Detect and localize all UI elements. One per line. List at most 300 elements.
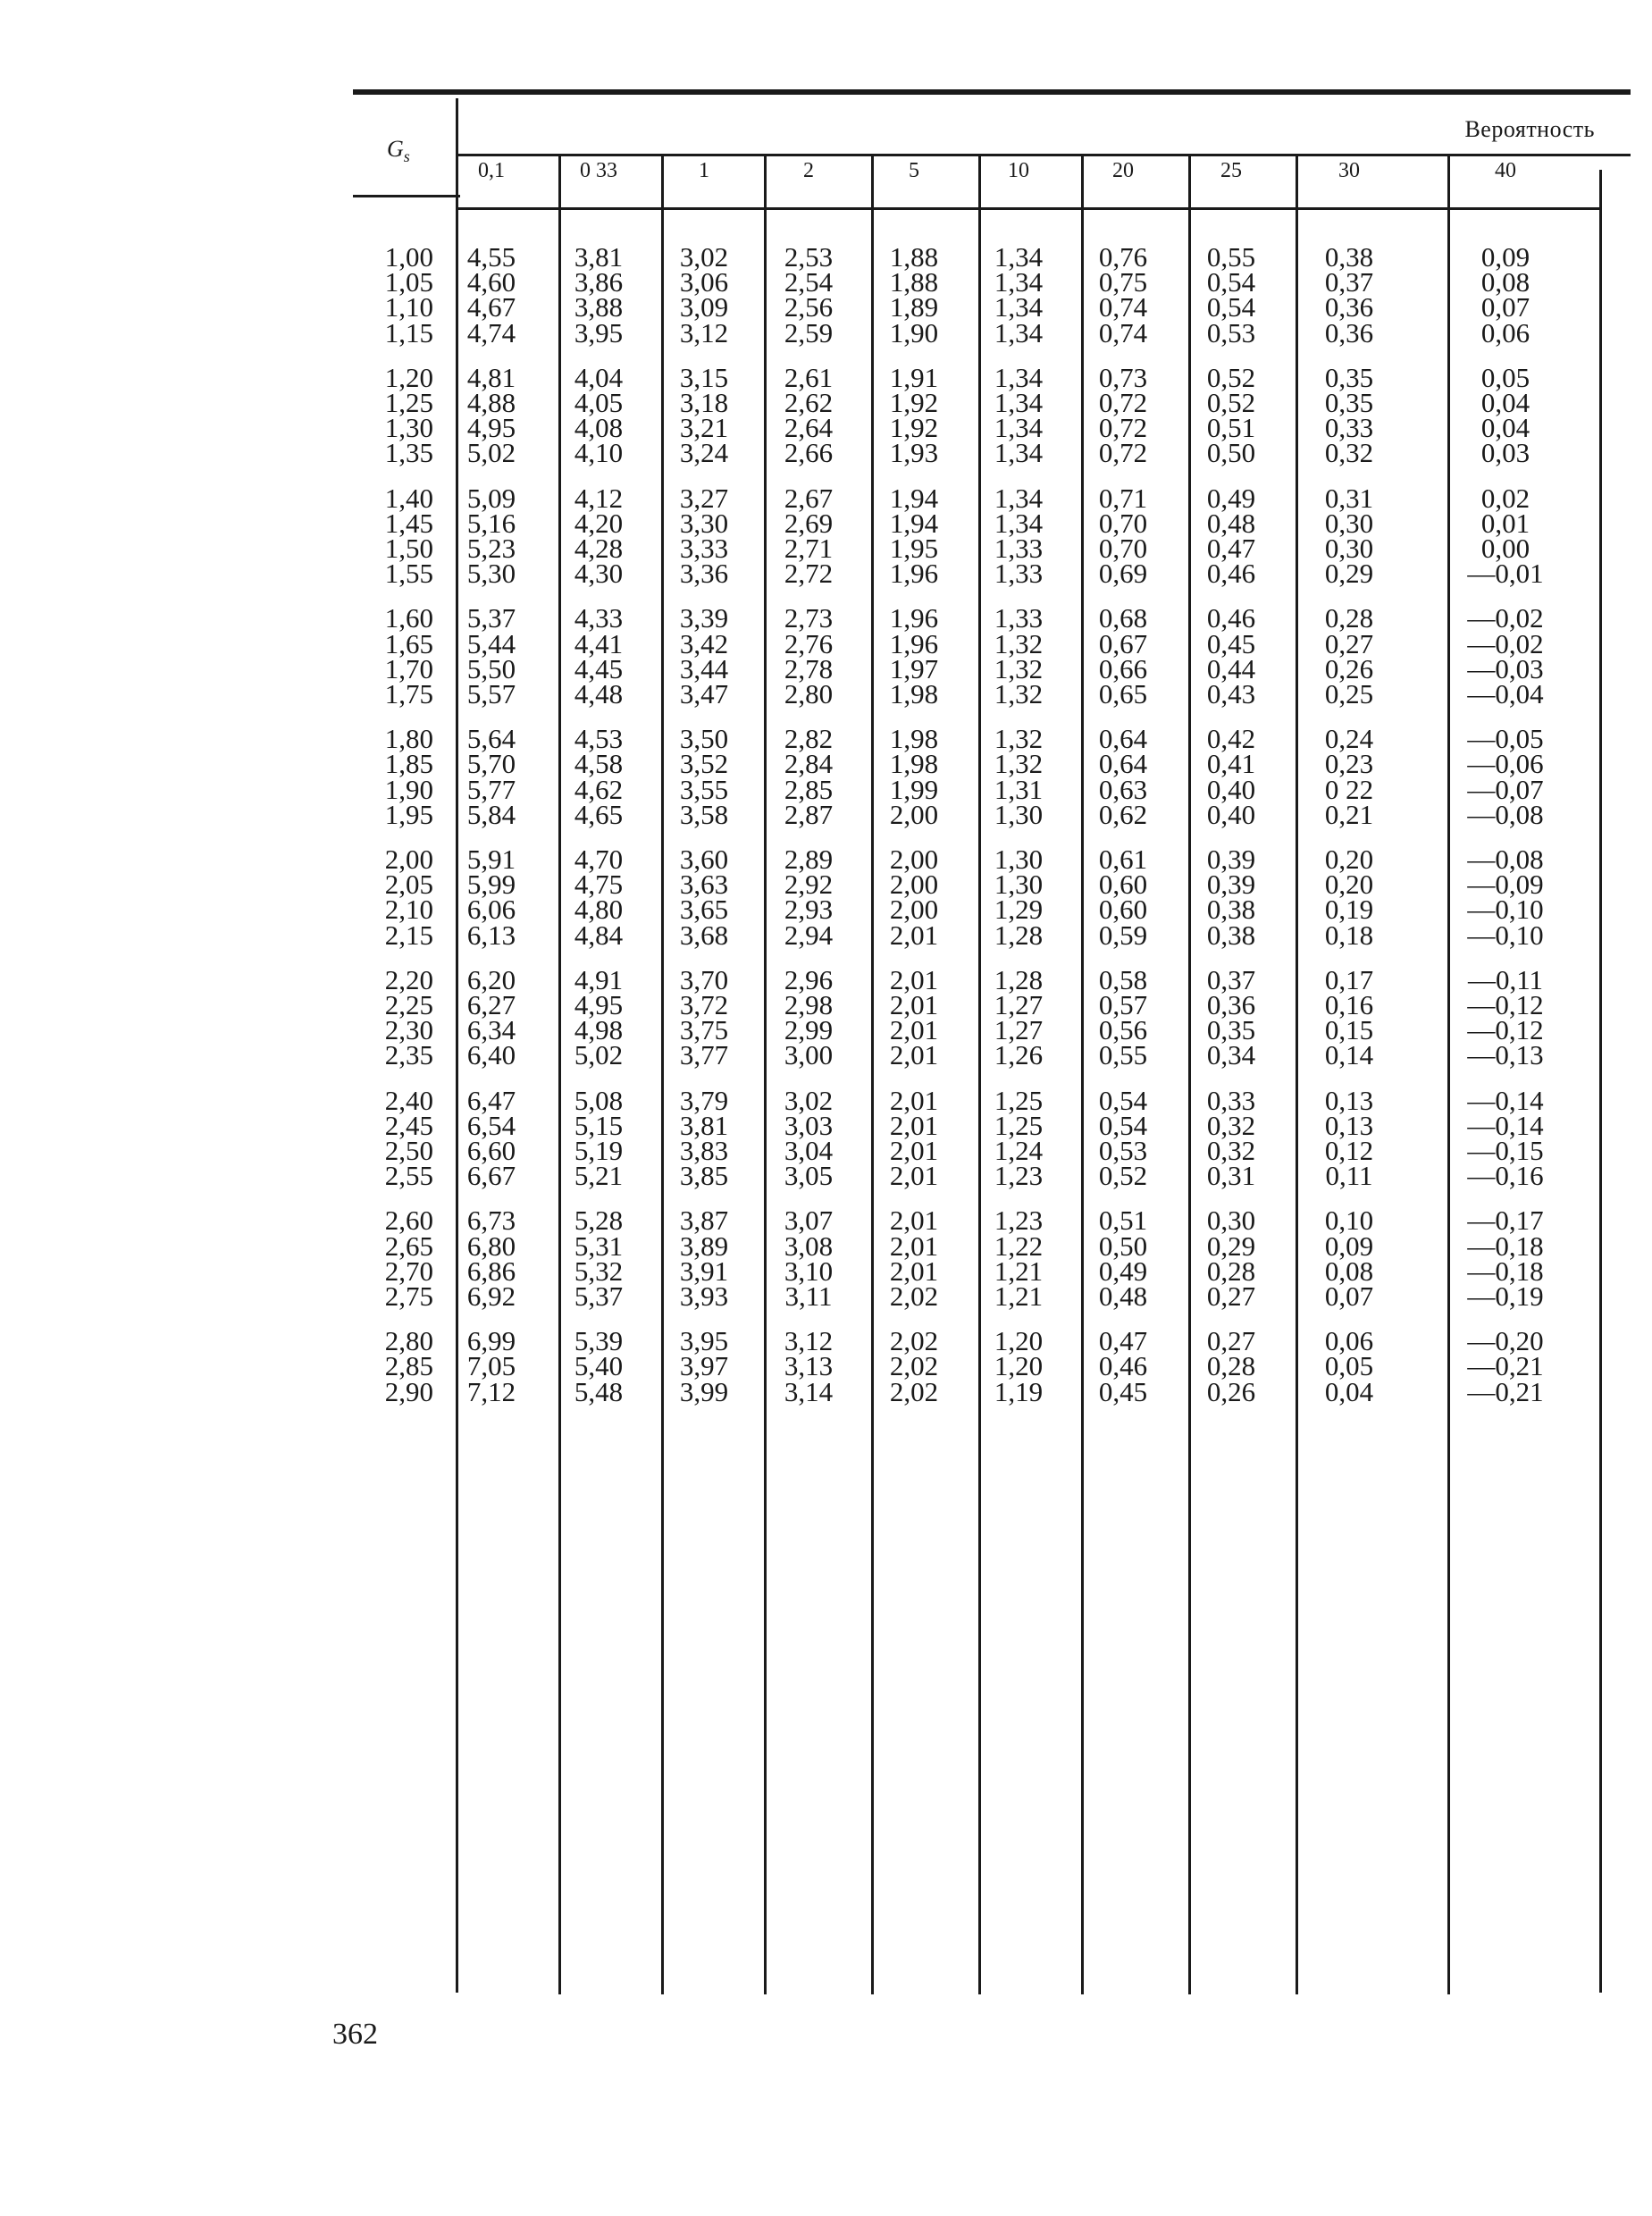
table-cell: 3,81: [574, 241, 624, 273]
table-cell: —0,05: [1467, 723, 1544, 755]
table-cell: 0,32: [1206, 1109, 1256, 1141]
table-cell: 3,27: [679, 482, 729, 514]
table-cell: 2,72: [784, 558, 834, 590]
table-cell: 4,55: [466, 241, 516, 273]
table-cell: 0,36: [1206, 989, 1256, 1020]
table-cell: 2,62: [784, 387, 834, 418]
table-cell: 1,34: [994, 482, 1044, 514]
table-cell: 0,03: [1480, 437, 1530, 469]
table-cell: 6,20: [466, 963, 516, 995]
table-cell: 1,88: [889, 266, 939, 298]
table-cell: 3,85: [679, 1160, 729, 1192]
table-cell: 5,19: [574, 1135, 624, 1166]
table-cell: 2,02: [889, 1325, 939, 1357]
gs-value: 2,70: [384, 1255, 433, 1287]
table-cell: 5,32: [574, 1255, 624, 1287]
table-cell: 0,75: [1098, 266, 1148, 298]
table-cell: 6,40: [466, 1039, 516, 1071]
table-cell: 1,34: [994, 316, 1044, 348]
table-cell: 0,26: [1206, 1375, 1256, 1407]
table-cell: 4,80: [574, 894, 624, 926]
gs-value: 1,40: [384, 482, 433, 514]
column-header: 5: [909, 159, 919, 182]
table-cell: 3,89: [679, 1230, 729, 1262]
table-cell: 2,61: [784, 361, 834, 393]
table-cell: 0,70: [1098, 533, 1148, 564]
table-cell: 1,98: [889, 723, 939, 755]
table-cell: 4,48: [574, 678, 624, 709]
column-header: 40: [1495, 159, 1516, 182]
table-cell: 2,59: [784, 316, 834, 348]
table-cell: 1,21: [994, 1280, 1044, 1312]
table-cell: 2,01: [889, 963, 939, 995]
gs-value: 2,60: [384, 1205, 433, 1237]
column-header: 0,1: [478, 159, 505, 182]
table-cell: 0,51: [1098, 1205, 1148, 1237]
table-cell: 4,12: [574, 482, 624, 514]
table-cell: 2,84: [784, 748, 834, 780]
table-cell: 1,25: [994, 1084, 1044, 1116]
table-cell: 0,45: [1206, 627, 1256, 659]
table-cell: 0,58: [1098, 963, 1148, 995]
table-cell: 2,93: [784, 894, 834, 926]
table-cell: 1,96: [889, 627, 939, 659]
table-cell: 3,86: [574, 266, 624, 298]
table-cell: 3,83: [679, 1135, 729, 1166]
table-cell: 3,93: [679, 1280, 729, 1312]
table-cell: 0,39: [1206, 844, 1256, 875]
table-cell: 0,72: [1098, 387, 1148, 418]
table-cell: 0,53: [1206, 316, 1256, 348]
table-cell: 2,00: [889, 844, 939, 875]
table-cell: 3,30: [679, 507, 729, 539]
table-cell: —0,07: [1467, 773, 1544, 805]
table-cell: 5,57: [466, 678, 516, 709]
table-cell: 3,07: [784, 1205, 834, 1237]
table-cell: 3,79: [679, 1084, 729, 1116]
table-cell: 6,47: [466, 1084, 516, 1116]
table-cell: 0,27: [1324, 627, 1374, 659]
table-cell: 0,13: [1324, 1084, 1374, 1116]
table-cell: 0,45: [1098, 1375, 1148, 1407]
table-cell: 0,65: [1098, 678, 1148, 709]
table-cell: 2,00: [889, 798, 939, 830]
table-cell: 3,21: [679, 412, 729, 444]
table-cell: 5,30: [466, 558, 516, 590]
table-cell: 0,30: [1324, 507, 1374, 539]
table-cell: 0,20: [1324, 869, 1374, 901]
table-cell: 6,80: [466, 1230, 516, 1262]
table-cell: 2,73: [784, 602, 834, 634]
table-cell: 4,95: [466, 412, 516, 444]
table-cell: 2,01: [889, 1160, 939, 1192]
table-cell: 0,44: [1206, 652, 1256, 684]
table-cell: 3,00: [784, 1039, 834, 1071]
table-cell: 1,33: [994, 558, 1044, 590]
table-cell: 2,01: [889, 1205, 939, 1237]
gs-value: 1,35: [384, 437, 433, 469]
table-cell: —0,20: [1467, 1325, 1544, 1357]
table-cell: 1,20: [994, 1325, 1044, 1357]
table-cell: 3,24: [679, 437, 729, 469]
gs-value: 1,05: [384, 266, 433, 298]
table-cell: —0,21: [1467, 1375, 1544, 1407]
table-cell: 1,97: [889, 652, 939, 684]
table-cell: 3,03: [784, 1109, 834, 1141]
table-cell: 2,01: [889, 1014, 939, 1046]
probability-table: [353, 89, 1631, 2010]
table-cell: 0,54: [1098, 1109, 1148, 1141]
probability-header-rule: [456, 154, 1631, 156]
gs-value: 1,10: [384, 291, 433, 323]
table-cell: 0,69: [1098, 558, 1148, 590]
table-cell: 0,73: [1098, 361, 1148, 393]
table-cell: 6,13: [466, 919, 516, 951]
table-cell: 0,64: [1098, 748, 1148, 780]
table-cell: 3,04: [784, 1135, 834, 1166]
table-cell: 3,75: [679, 1014, 729, 1046]
table-cell: 6,73: [466, 1205, 516, 1237]
gs-value: 2,45: [384, 1109, 433, 1141]
table-cell: 1,91: [889, 361, 939, 393]
table-cell: 4,60: [466, 266, 516, 298]
table-cell: 0,24: [1324, 723, 1374, 755]
table-cell: 0,04: [1480, 387, 1530, 418]
table-cell: —0,08: [1467, 844, 1544, 875]
table-cell: 2,01: [889, 1255, 939, 1287]
table-cell: 0,62: [1098, 798, 1148, 830]
gs-value: 1,00: [384, 241, 433, 273]
table-cell: 0,09: [1480, 241, 1530, 273]
table-cell: 3,60: [679, 844, 729, 875]
table-cell: 0,53: [1098, 1135, 1148, 1166]
table-cell: 0,00: [1480, 533, 1530, 564]
table-cell: 0,33: [1324, 412, 1374, 444]
table-cell: 0,32: [1324, 437, 1374, 469]
table-cell: 0,64: [1098, 723, 1148, 755]
table-cell: 0,26: [1324, 652, 1374, 684]
column-header: 0 33: [580, 159, 617, 182]
table-cell: 1,32: [994, 627, 1044, 659]
table-cell: 4,81: [466, 361, 516, 393]
table-cell: 1,98: [889, 748, 939, 780]
table-cell: 0,33: [1206, 1084, 1256, 1116]
table-cell: 5,91: [466, 844, 516, 875]
table-cell: 0,38: [1324, 241, 1374, 273]
table-cell: 0,63: [1098, 773, 1148, 805]
table-cell: 2,02: [889, 1375, 939, 1407]
gs-value: 1,45: [384, 507, 433, 539]
table-cell: 2,89: [784, 844, 834, 875]
table-cell: 3,08: [784, 1230, 834, 1262]
table-cell: 0,05: [1324, 1350, 1374, 1382]
table-cell: 0,71: [1098, 482, 1148, 514]
table-cell: —0,12: [1467, 989, 1544, 1020]
gs-value: 1,25: [384, 387, 433, 418]
table-cell: 0,27: [1206, 1280, 1256, 1312]
table-cell: 6,92: [466, 1280, 516, 1312]
table-cell: 1,89: [889, 291, 939, 323]
table-cell: 3,58: [679, 798, 729, 830]
table-cell: 5,09: [466, 482, 516, 514]
table-cell: 0,48: [1098, 1280, 1148, 1312]
table-cell: 5,37: [574, 1280, 624, 1312]
table-cell: 0,31: [1324, 482, 1374, 514]
table-cell: 0,56: [1098, 1014, 1148, 1046]
table-cell: 2,00: [889, 894, 939, 926]
table-cell: 5,15: [574, 1109, 624, 1141]
table-cell: 2,85: [784, 773, 834, 805]
table-cell: 0,25: [1324, 678, 1374, 709]
table-cell: 0,57: [1098, 989, 1148, 1020]
table-cell: 3,44: [679, 652, 729, 684]
table-cell: 5,70: [466, 748, 516, 780]
gs-value: 1,70: [384, 652, 433, 684]
column-header: 10: [1008, 159, 1029, 182]
table-cell: 0,21: [1324, 798, 1374, 830]
table-cell: 0,16: [1324, 989, 1374, 1020]
table-cell: 0,46: [1098, 1350, 1148, 1382]
table-cell: 1,19: [994, 1375, 1044, 1407]
gs-value: 1,75: [384, 678, 433, 709]
table-cell: 5,08: [574, 1084, 624, 1116]
table-cell: 6,27: [466, 989, 516, 1020]
gs-value: 1,65: [384, 627, 433, 659]
table-cell: 2,80: [784, 678, 834, 709]
table-cell: 5,16: [466, 507, 516, 539]
table-cell: 0,43: [1206, 678, 1256, 709]
table-cell: 1,27: [994, 989, 1044, 1020]
table-cell: 1,23: [994, 1205, 1044, 1237]
table-cell: —0,16: [1467, 1160, 1544, 1192]
table-cell: 6,86: [466, 1255, 516, 1287]
gs-value: 1,15: [384, 316, 433, 348]
table-cell: 2,00: [889, 869, 939, 901]
table-cell: 2,92: [784, 869, 834, 901]
table-cell: 4,70: [574, 844, 624, 875]
table-cell: 5,48: [574, 1375, 624, 1407]
table-cell: 4,33: [574, 602, 624, 634]
table-cell: 4,95: [574, 989, 624, 1020]
table-cell: 1,34: [994, 361, 1044, 393]
table-cell: 3,55: [679, 773, 729, 805]
gs-value: 2,05: [384, 869, 433, 901]
table-cell: 3,10: [784, 1255, 834, 1287]
table-cell: 4,53: [574, 723, 624, 755]
table-cell: 1,96: [889, 558, 939, 590]
table-cell: 5,64: [466, 723, 516, 755]
table-cell: 0,06: [1324, 1325, 1374, 1357]
table-cell: 2,54: [784, 266, 834, 298]
table-cell: 0,72: [1098, 437, 1148, 469]
table-cell: 2,82: [784, 723, 834, 755]
table-cell: 0,32: [1206, 1135, 1256, 1166]
table-cell: 5,28: [574, 1205, 624, 1237]
table-cell: 1,32: [994, 723, 1044, 755]
table-cell: 0,70: [1098, 507, 1148, 539]
table-cell: 1,99: [889, 773, 939, 805]
table-cell: 0,09: [1324, 1230, 1374, 1262]
gs-value: 2,80: [384, 1325, 433, 1357]
table-cell: 5,40: [574, 1350, 624, 1382]
table-cell: 2,01: [889, 1039, 939, 1071]
table-cell: 0,23: [1324, 748, 1374, 780]
column-divider: [1599, 170, 1602, 1993]
table-cell: —0,09: [1467, 869, 1544, 901]
table-cell: 0,72: [1098, 412, 1148, 444]
table-cell: —0,11: [1467, 963, 1544, 995]
table-cell: 1,96: [889, 602, 939, 634]
gs-value: 2,30: [384, 1014, 433, 1046]
table-top-rule: [353, 89, 1631, 95]
gs-value: 2,15: [384, 919, 433, 951]
table-cell: 0,28: [1206, 1350, 1256, 1382]
table-cell: 1,28: [994, 919, 1044, 951]
table-cell: 0,01: [1480, 507, 1530, 539]
table-cell: 1,34: [994, 387, 1044, 418]
gs-value: 1,60: [384, 602, 433, 634]
table-cell: 7,12: [466, 1375, 516, 1407]
table-cell: 4,05: [574, 387, 624, 418]
table-cell: 0,35: [1324, 387, 1374, 418]
table-cell: 1,88: [889, 241, 939, 273]
table-cell: 3,50: [679, 723, 729, 755]
table-cell: 4,74: [466, 316, 516, 348]
table-cell: 2,02: [889, 1280, 939, 1312]
table-cell: 4,67: [466, 291, 516, 323]
table-cell: 0,27: [1206, 1325, 1256, 1357]
table-cell: 0,60: [1098, 869, 1148, 901]
table-cell: 1,34: [994, 437, 1044, 469]
table-cell: 4,10: [574, 437, 624, 469]
table-cell: 0,47: [1098, 1325, 1148, 1357]
table-cell: 5,02: [466, 437, 516, 469]
table-cell: 2,98: [784, 989, 834, 1020]
table-cell: 2,94: [784, 919, 834, 951]
table-cell: 5,37: [466, 602, 516, 634]
table-cell: 2,01: [889, 1135, 939, 1166]
table-cell: 5,44: [466, 627, 516, 659]
table-cell: 0,35: [1206, 1014, 1256, 1046]
table-cell: 3,09: [679, 291, 729, 323]
table-cell: 3,42: [679, 627, 729, 659]
gs-value: 2,40: [384, 1084, 433, 1116]
table-cell: 0,54: [1206, 291, 1256, 323]
table-cell: 5,31: [574, 1230, 624, 1262]
table-cell: 0,34: [1206, 1039, 1256, 1071]
gs-value: 2,10: [384, 894, 433, 926]
table-cell: 2,01: [889, 1230, 939, 1262]
table-cell: 0,07: [1480, 291, 1530, 323]
table-cell: 0,46: [1206, 602, 1256, 634]
table-cell: 0,37: [1324, 266, 1374, 298]
table-cell: 2,78: [784, 652, 834, 684]
table-cell: 0,74: [1098, 316, 1148, 348]
table-cell: 3,52: [679, 748, 729, 780]
table-cell: 1,27: [994, 1014, 1044, 1046]
table-cell: —0,17: [1467, 1205, 1544, 1237]
table-cell: 3,14: [784, 1375, 834, 1407]
table-cell: 0,14: [1324, 1039, 1374, 1071]
table-cell: 3,87: [679, 1205, 729, 1237]
table-cell: 0 22: [1324, 773, 1374, 805]
table-cell: 1,95: [889, 533, 939, 564]
gs-value: 2,50: [384, 1135, 433, 1166]
table-cell: 0,61: [1098, 844, 1148, 875]
table-cell: 0,42: [1206, 723, 1256, 755]
table-cell: 4,41: [574, 627, 624, 659]
table-cell: 2,67: [784, 482, 834, 514]
table-cell: 2,01: [889, 1109, 939, 1141]
gs-value: 2,85: [384, 1350, 433, 1382]
table-cell: 3,70: [679, 963, 729, 995]
table-cell: 0,46: [1206, 558, 1256, 590]
column-header: 20: [1112, 159, 1134, 182]
gs-value: 2,75: [384, 1280, 433, 1312]
table-cell: 3,13: [784, 1350, 834, 1382]
table-cell: 0,15: [1324, 1014, 1374, 1046]
table-cell: 0,29: [1206, 1230, 1256, 1262]
table-cell: —0,04: [1467, 678, 1544, 709]
table-cell: —0,02: [1467, 627, 1544, 659]
table-cell: 0,06: [1480, 316, 1530, 348]
table-cell: 2,01: [889, 1084, 939, 1116]
table-cell: 6,06: [466, 894, 516, 926]
table-cell: 0,20: [1324, 844, 1374, 875]
table-cell: 0,04: [1324, 1375, 1374, 1407]
table-cell: —0,19: [1467, 1280, 1544, 1312]
table-cell: 5,39: [574, 1325, 624, 1357]
table-cell: 0,07: [1324, 1280, 1374, 1312]
table-cell: 4,98: [574, 1014, 624, 1046]
table-cell: 0,59: [1098, 919, 1148, 951]
gs-value: 2,25: [384, 989, 433, 1020]
table-cell: —0,08: [1467, 798, 1544, 830]
table-cell: —0,13: [1467, 1039, 1544, 1071]
gs-value: 2,20: [384, 963, 433, 995]
table-cell: 3,88: [574, 291, 624, 323]
table-cell: 1,31: [994, 773, 1044, 805]
gs-value: 1,30: [384, 412, 433, 444]
table-cell: 1,34: [994, 241, 1044, 273]
table-cell: 1,34: [994, 507, 1044, 539]
table-cell: 0,49: [1206, 482, 1256, 514]
table-cell: 1,29: [994, 894, 1044, 926]
table-cell: 1,92: [889, 387, 939, 418]
table-cell: 4,58: [574, 748, 624, 780]
table-cell: 5,23: [466, 533, 516, 564]
table-cell: 0,55: [1206, 241, 1256, 273]
table-cell: 0,40: [1206, 773, 1256, 805]
table-cell: 2,53: [784, 241, 834, 273]
table-cell: —0,15: [1467, 1135, 1544, 1166]
table-cell: 6,60: [466, 1135, 516, 1166]
table-cell: 1,23: [994, 1160, 1044, 1192]
table-cell: 0,13: [1324, 1109, 1374, 1141]
table-cell: 3,72: [679, 989, 729, 1020]
gs-value: 1,80: [384, 723, 433, 755]
table-cell: 3,95: [679, 1325, 729, 1357]
table-cell: 0,11: [1325, 1160, 1373, 1192]
table-cell: 0,30: [1206, 1205, 1256, 1237]
row-header-label: $G_s$: [387, 136, 410, 166]
table-cell: 2,66: [784, 437, 834, 469]
table-cell: 1,30: [994, 869, 1044, 901]
table-cell: 0,54: [1206, 266, 1256, 298]
table-cell: 1,20: [994, 1350, 1044, 1382]
group-header: Вероятность: [1464, 116, 1595, 142]
table-cell: 4,88: [466, 387, 516, 418]
